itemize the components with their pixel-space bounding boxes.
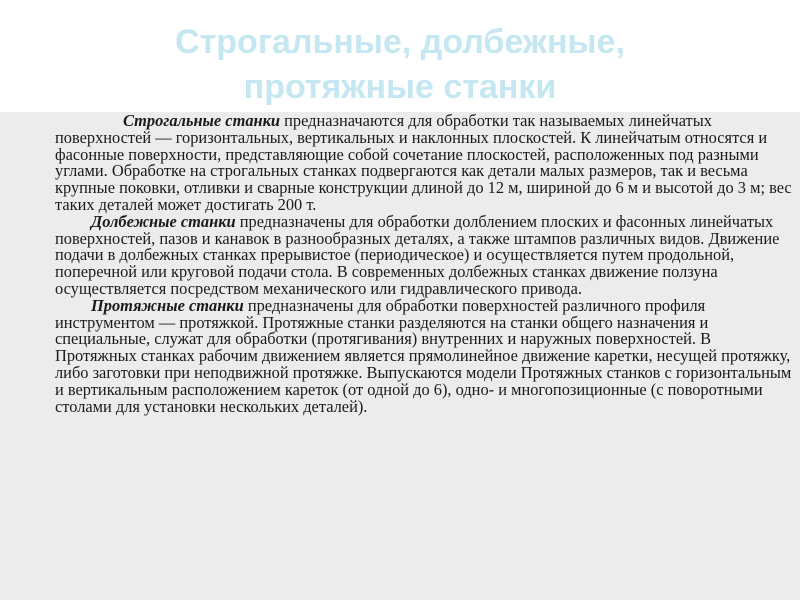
slide-title-line-1: Строгальные, долбежные, (175, 23, 625, 61)
paragraph-slotting-machines (55, 211, 795, 298)
body-text (55, 113, 795, 415)
paragraph-text: предназначены для обработки долблением плоских и фасонных линейчатых поверхностей, пазов и канавок в разнообразных деталях, а также штампов различных видов. Движение подачи в долбежных станках прерывистое (периодическое) и осуществляется путем продольной, поперечной или круговой подачи стола. В современных долбежных станках движение ползуна осуществляется посредством механического или гидравлического привода. (55, 211, 780, 298)
paragraph-text: предназначаются для обработки так называемых линейчатых поверхностей — горизонтальных, вертикальных и наклонных плоскостей. К линейчатым относятся и фасонные поверхности, представляющие собой сочетание плоскостей, расположенных под разными углами. Обработке на строгальных станках подвергаются как детали малых размеров, так и весьма крупные поковки, отливки и сварные конструкции длиной до 12 м, шириной до 6 м и высотой до 3 м; вес таких деталей может достигать 200 т. (55, 111, 792, 214)
slide-title (0, 20, 800, 110)
paragraph-broaching-machines (55, 295, 795, 416)
paragraph-planing-machines (55, 113, 795, 214)
paragraph-text: предназначены для обработки поверхностей различного профиля инструментом — протяжкой. Протяжные станки разделяются на станки общего назначения и специальные, служат для обработки (протягивания) внутренних и наружных поверхностей. В Протяжных станках рабочим движением является прямолинейное движение каретки, несущей протяжку, либо заготовки при неподвижной протяжке. Выпускаются модели Протяжных станков с горизонтальным и вертикальным расположением кареток (от одной до 6), одно- и многопозиционные (с поворотными столами для установки нескольких деталей). (55, 295, 792, 416)
term-planing-machines: Строгальные станки (123, 111, 281, 130)
slide-title-line-2: протяжные станки (243, 68, 557, 106)
term-broaching-machines: Протяжные станки (91, 295, 244, 315)
term-slotting-machines: Долбежные станки (91, 211, 236, 231)
